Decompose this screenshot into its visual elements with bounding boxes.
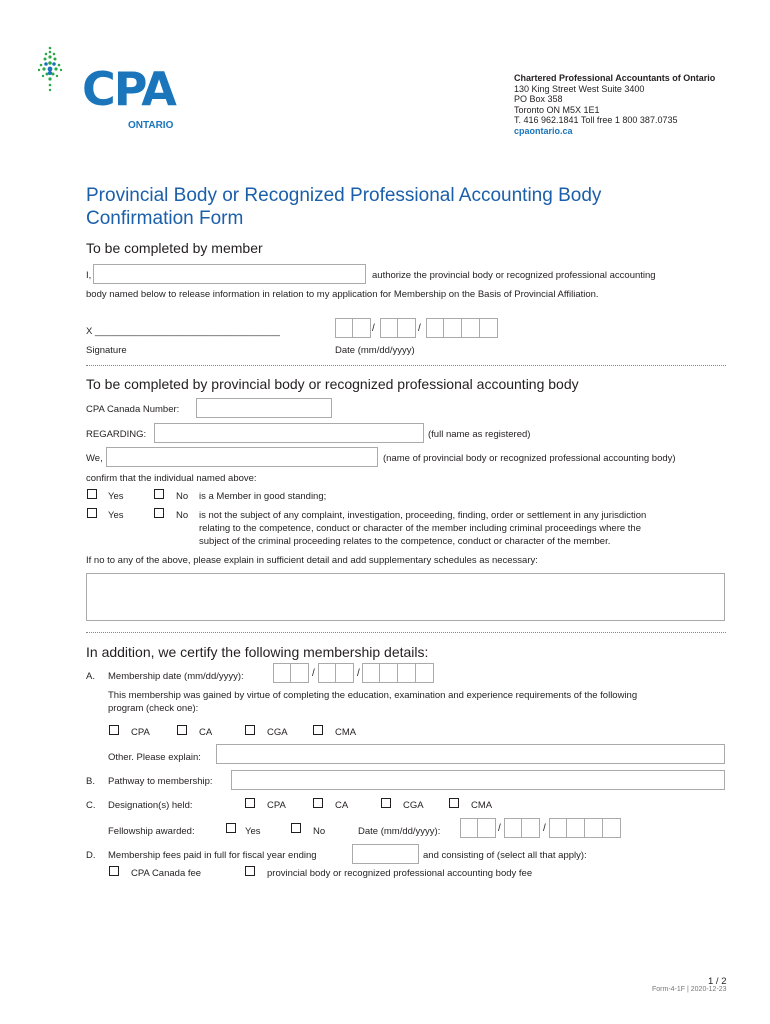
program-cma-checkbox[interactable] [313,725,323,735]
fellowship-date-label: Date (mm/dd/yyyy): [358,826,441,837]
body-heading: To be completed by provincial body or recognized professional accounting body [86,376,579,392]
fellowship-date-year[interactable] [549,818,621,838]
yes-label: Yes [108,510,124,521]
membership-date-label: Membership date (mm/dd/yyyy): [108,671,244,682]
membership-date-year[interactable] [362,663,434,683]
no-label: No [313,826,326,837]
body-name-note: (name of provincial body or recognized professional accounting body) [383,453,676,464]
fellowship-no-checkbox[interactable] [291,823,301,833]
cpa-logo [38,44,198,134]
q2-yes-checkbox[interactable] [87,508,97,518]
fellowship-date-day[interactable] [504,818,540,838]
gained-text: This membership was gained by virtue of completing the education, examination and experience requirements of the following [108,690,638,701]
address-line: 130 King Street West Suite 3400 [514,83,645,94]
section-divider [86,632,726,633]
fellowship-date-month[interactable] [460,818,496,838]
q1-yes-checkbox[interactable] [87,489,97,499]
website-link[interactable]: cpaontario.ca [514,125,573,136]
q2-no-checkbox[interactable] [154,508,164,518]
address-line: Toronto ON M5X 1E1 [514,104,600,115]
cpa-canada-fee-checkbox[interactable] [109,866,119,876]
program-ca-checkbox[interactable] [177,725,187,735]
details-heading: In addition, we certify the following membership details: [86,644,429,660]
no-label: No [176,491,189,502]
program-cpa-checkbox[interactable] [109,725,119,735]
q2-text: relating to the competence, conduct or character of the member including criminal proceedings where the [199,523,641,534]
page-number: 1 / 2 [708,976,727,987]
cpa-label: CPA [267,800,286,811]
fees-label: Membership fees paid in full for fiscal year ending [108,850,317,861]
ca-label: CA [199,727,213,738]
member-date-day[interactable] [380,318,416,338]
gained-text: program (check one): [108,703,199,714]
q1-no-checkbox[interactable] [154,489,164,499]
fellowship-yes-checkbox[interactable] [226,823,236,833]
cga-label: CGA [267,727,288,738]
item-c: C. [86,800,96,811]
cma-label: CMA [471,800,493,811]
date-slash: / [418,323,421,334]
item-b: B. [86,776,95,787]
designations-label: Designation(s) held: [108,800,193,811]
body-fee-checkbox[interactable] [245,866,255,876]
full-name-note: (full name as registered) [428,429,531,440]
cpa-number-label: CPA Canada Number: [86,404,180,415]
logo-wordmark: CPA [82,62,175,116]
phone-line: T. 416 962.1841 Toll free 1 800 387.0735 [514,115,678,126]
explanation-field[interactable] [86,573,725,621]
yes-label: Yes [108,491,124,502]
member-date-month[interactable] [335,318,371,338]
member-date-year[interactable] [426,318,498,338]
membership-date-day[interactable] [318,663,354,683]
date-slash: / [498,823,501,834]
other-label: Other. Please explain: [108,752,201,763]
cpa-canada-fee-label: CPA Canada fee [131,868,202,879]
explain-text: If no to any of the above, please explain in sufficient detail and add supplementary schedules as necessary: [86,555,538,566]
item-a: A. [86,671,95,682]
designation-ca-checkbox[interactable] [313,798,323,808]
yes-label: Yes [245,826,261,837]
title-line: Confirmation Form [86,208,244,229]
designation-cma-checkbox[interactable] [449,798,459,808]
member-heading: To be completed by member [86,240,263,256]
pathway-label: Pathway to membership: [108,776,213,787]
ca-label: CA [335,800,349,811]
cpa-number-field[interactable] [196,398,332,418]
designation-cga-checkbox[interactable] [381,798,391,808]
no-label: No [176,510,189,521]
authorize-text-cont: body named below to release information in relation to my application for Membership on the Basis of Provincial Affiliation. [86,289,599,300]
body-name-field[interactable] [106,447,378,467]
fiscal-year-end-field[interactable] [352,844,419,864]
membership-date-month[interactable] [273,663,309,683]
form-title [86,184,601,230]
q1-text: is a Member in good standing; [199,491,327,502]
signature-label: Signature [86,345,127,356]
fellowship-label: Fellowship awarded: [108,826,195,837]
signature-line[interactable]: X ___________________________________ [86,326,280,337]
other-explain-field[interactable] [216,744,725,764]
body-fee-label: provincial body or recognized professional accounting body fee [267,868,533,879]
logo-sub: ONTARIO [128,120,174,131]
q2-text: subject of the criminal proceeding relates to the competence, conduct or character of the member. [199,536,611,547]
regarding-field[interactable] [154,423,424,443]
member-name-field[interactable] [93,264,366,284]
cpa-label: CPA [131,727,150,738]
date-slash: / [543,823,546,834]
consisting-text: and consisting of (select all that apply): [423,850,587,861]
i-label: I, [86,270,92,281]
q2-text: is not the subject of any complaint, investigation, proceeding, finding, order or settlement in any jurisdiction [199,510,647,521]
date-slash: / [372,323,375,334]
confirm-text: confirm that the individual named above: [86,473,257,484]
date-slash: / [357,668,360,679]
we-label: We, [86,453,103,464]
cma-label: CMA [335,727,357,738]
org-address [514,73,715,137]
authorize-text: authorize the provincial body or recognized professional accounting [372,270,656,281]
cga-label: CGA [403,800,424,811]
section-divider [86,365,726,366]
date-label: Date (mm/dd/yyyy) [335,345,415,356]
title-line: Provincial Body or Recognized Professional Accounting Body [86,185,602,206]
regarding-label: REGARDING: [86,429,147,440]
pathway-field[interactable] [231,770,725,790]
date-slash: / [312,668,315,679]
designation-cpa-checkbox[interactable] [245,798,255,808]
program-cga-checkbox[interactable] [245,725,255,735]
form-id: Form-4-1F | 2020-12-23 [652,986,727,993]
org-name: Chartered Professional Accountants of Ontario [514,73,716,83]
item-d: D. [86,850,96,861]
address-line: PO Box 358 [514,94,563,105]
